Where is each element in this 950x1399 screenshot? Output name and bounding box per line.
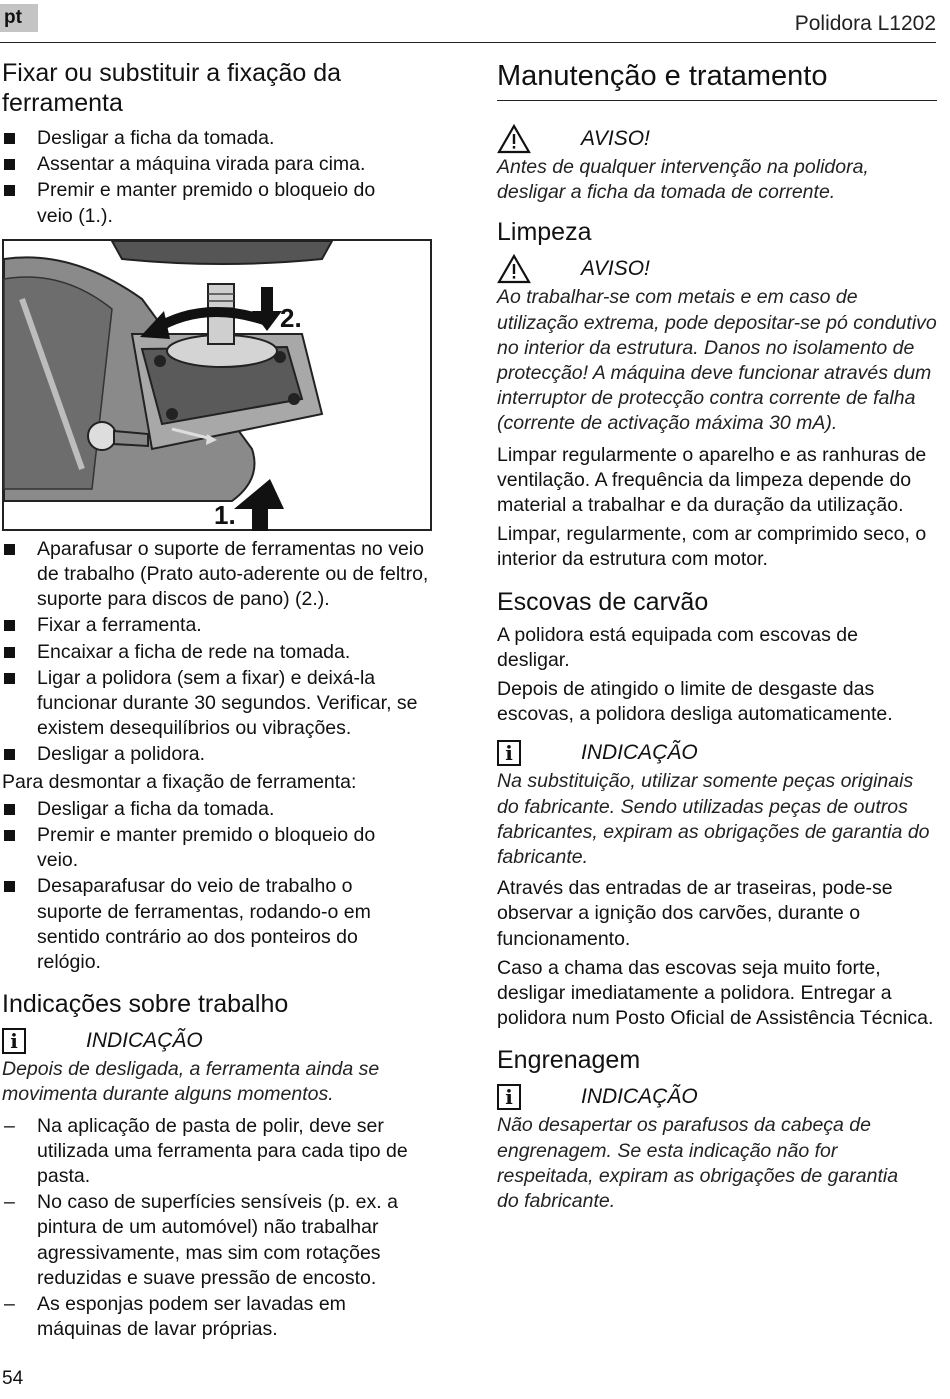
steps-list-1 [2, 126, 442, 229]
warning-notice-1 [497, 123, 937, 205]
figure-label-2: 2. [280, 302, 302, 333]
page-number: 54 [2, 1368, 24, 1389]
cleaning-paragraph-1: Limpar regularmente o aparelho e as ranhuras de ventilação. A frequência da limpeza depende do material a trabalhar e da duração da utilização. [497, 443, 927, 517]
warning-triangle-icon [497, 124, 531, 154]
list-item: Ligar a polidora (sem a fixar) e deixá-la funcionar durante 30 segundos. Verificar, se existem desequilíbrios ou vibrações. [2, 666, 442, 742]
work-notice [2, 1025, 442, 1107]
section-title-work-tips: Indicações sobre trabalho [2, 990, 289, 1019]
section-title-gearbox: Engrenagem [497, 1046, 641, 1075]
brushes-paragraph-3: Através das entradas de ar traseiras, pode-se observar a ignição dos carvões, durante o funcionamento. [497, 877, 893, 950]
gear-notice [497, 1081, 937, 1214]
polisher-diagram [2, 239, 432, 531]
info-icon: i [2, 1028, 26, 1054]
info-icon: i [497, 740, 521, 766]
brushes-paragraph-4: Caso a chama das escovas seja muito forte, desligar imediatamente a polidora. Entregar a polidora num Posto Oficial de Assistência Técnica. [497, 956, 934, 1030]
list-item: Premir e manter premido o bloqueio do veio. [2, 823, 377, 873]
notice-text: Depois de desligada, a ferramenta ainda se movimenta durante alguns momentos. [2, 1058, 380, 1106]
warning-text: Ao trabalhar-se com metais e em caso de utilização extrema, pode depositar-se pó condutivo no interior da estrutura. Danos no isolamento de protecção! A máquina deve funcionar através dum interruptor de protecção contra corrente de falha (corrente de activação máxima 30 mA). [497, 286, 937, 435]
document-title: Polidora L1202 [794, 12, 936, 35]
right-column [497, 58, 937, 1220]
language-badge: pt [0, 4, 38, 32]
section-title-maintenance: Manutenção e tratamento [497, 58, 937, 101]
section-title-cleaning: Limpeza [497, 218, 592, 247]
brushes-paragraph-2: Depois de atingido o limite de desgaste das escovas, a polidora desliga automaticamente. [497, 678, 893, 726]
warning-text: Antes de qualquer intervenção na polidora, desligar a ficha da tomada de corrente. [497, 156, 869, 204]
figure-label-1: 1. [214, 499, 236, 530]
steps-list-2 [2, 537, 442, 768]
page-header [0, 0, 936, 43]
warning-notice-2 [497, 253, 937, 436]
notice-label: INDICAÇÃO [581, 741, 698, 765]
warning-triangle-icon [497, 254, 531, 284]
warning-label: AVISO! [581, 257, 650, 281]
cleaning-paragraph-2: Limpar, regularmente, com ar comprimido seco, o interior da estrutura com motor. [497, 523, 927, 571]
brushes-paragraph-1: A polidora está equipada com escovas de desligar. [497, 623, 858, 671]
list-item: Encaixar a ficha de rede na tomada. [2, 640, 442, 665]
list-item: – As esponjas podem ser lavadas em máquinas de lavar próprias. [2, 1292, 407, 1342]
list-item: Assentar a máquina virada para cima. [2, 152, 442, 177]
notice-label: INDICAÇÃO [86, 1029, 203, 1053]
notice-label: INDICAÇÃO [581, 1085, 698, 1109]
list-item: Fixar a ferramenta. [2, 613, 442, 638]
brushes-notice [497, 737, 937, 870]
tips-list [2, 1114, 442, 1343]
list-item: Desaparafusar do veio de trabalho o suporte de ferramentas, rodando-o em sentido contrário ao dos ponteiros do relógio. [2, 874, 397, 975]
info-icon: i [497, 1084, 521, 1110]
list-item: – No caso de superfícies sensíveis (p. ex. a pintura de um automóvel) não trabalhar agressivamente, mas sim com rotações reduzidas e suave pressão de encosto. [2, 1190, 442, 1291]
list-item: Desligar a ficha da tomada. [2, 797, 442, 822]
dismount-intro: Para desmontar a fixação de ferramenta: [2, 770, 357, 793]
spindle-lock-illustration [2, 239, 432, 531]
notice-text: Na substituição, utilizar somente peças originais do fabricante. Sendo utilizadas peças de outros fabricantes, expiram as obrigações de garantia do fabricante. [497, 770, 930, 869]
list-item: Desligar a ficha da tomada. [2, 126, 442, 151]
section-title-tool-mount: Fixar ou substituir a fixação da ferramenta [2, 59, 342, 117]
steps-list-3 [2, 797, 442, 975]
list-item: Desligar a polidora. [2, 742, 442, 767]
notice-text: Não desapertar os parafusos da cabeça de engrenagem. Se esta indicação não for respeitada, expiram as obrigações de garantia do fabricante. [497, 1114, 899, 1213]
warning-label: AVISO! [581, 127, 650, 150]
left-column [2, 58, 442, 1344]
section-title-carbon-brushes: Escovas de carvão [497, 587, 709, 616]
list-item: – Na aplicação de pasta de polir, deve ser utilizada uma ferramenta para cada tipo de pasta. [2, 1114, 442, 1190]
list-item: Aparafusar o suporte de ferramentas no veio de trabalho (Prato auto-aderente ou de feltro, suporte para discos de pano) (2.). [2, 537, 442, 613]
list-item: Premir e manter premido o bloqueio do veio (1.). [2, 178, 377, 228]
